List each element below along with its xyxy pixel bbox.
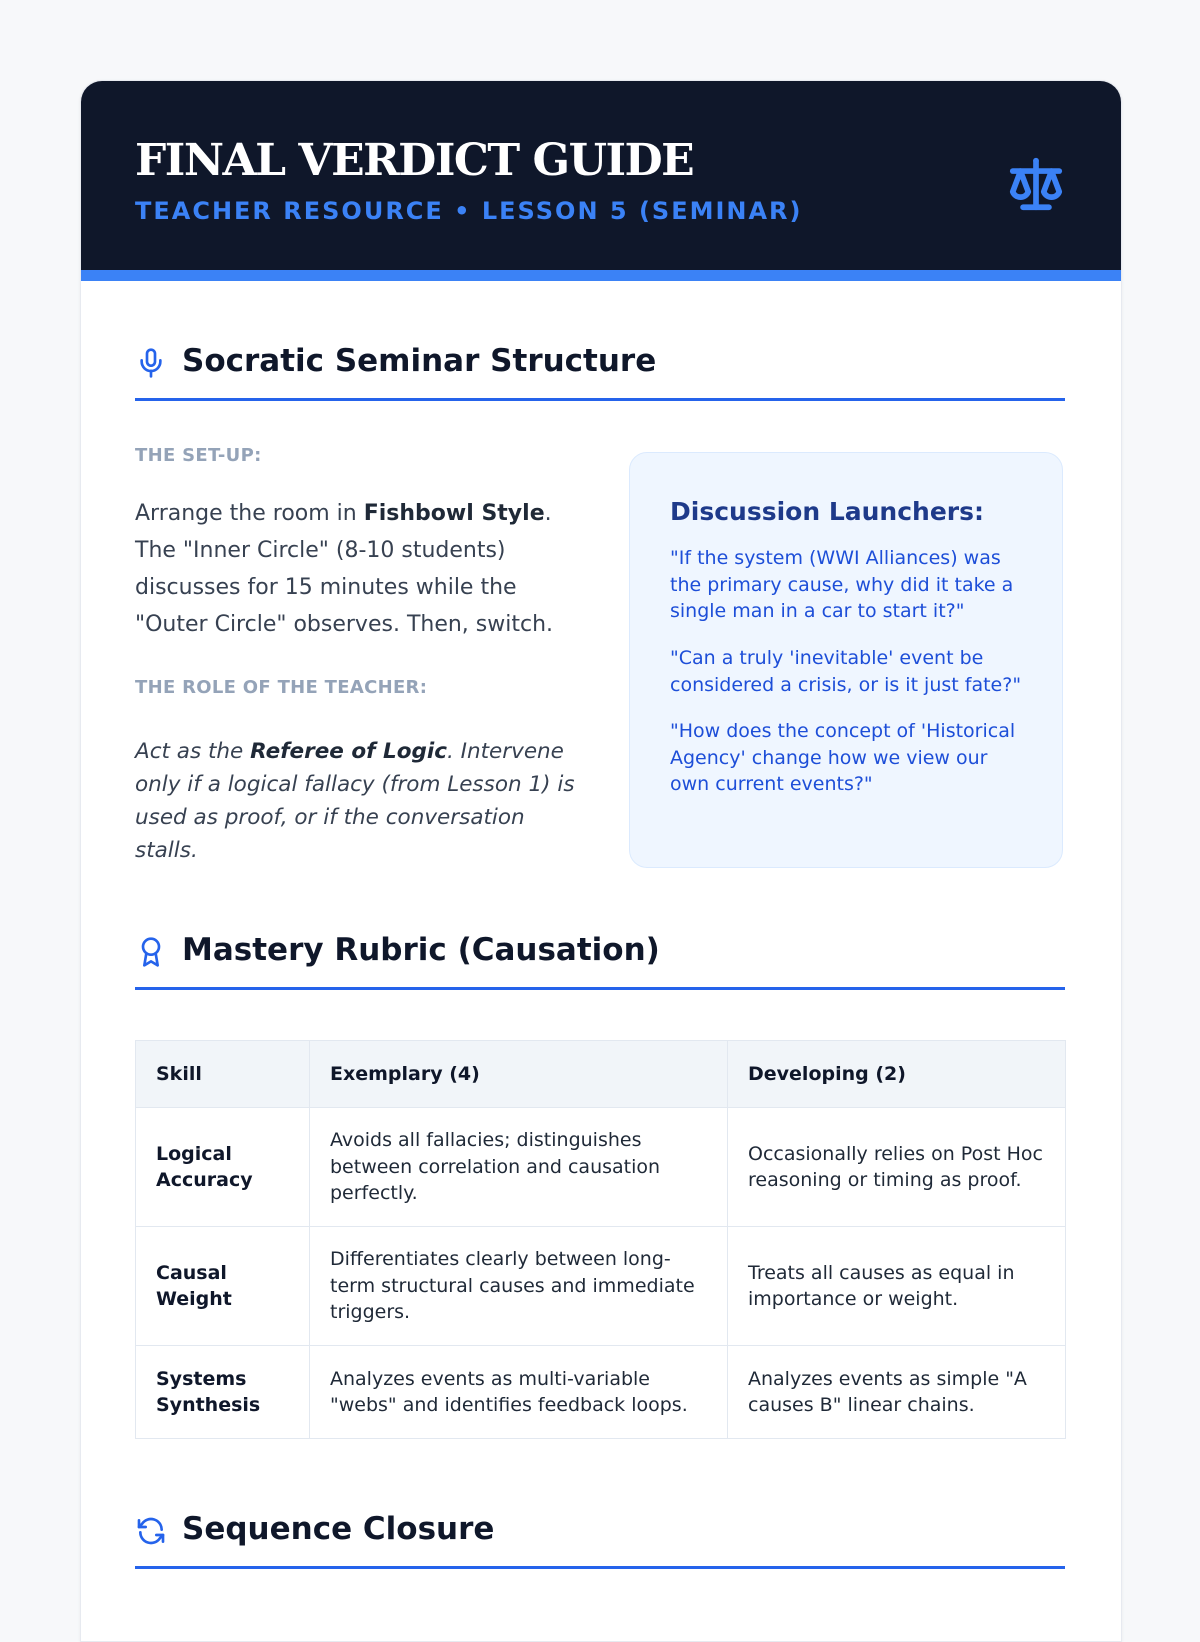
role-emphasis: Referee of Logic bbox=[250, 739, 447, 764]
balance-scale-icon bbox=[1005, 153, 1067, 215]
launcher-question: "If the system (WWI Alliances) was the primary cause, why did it take a single man in a car to start it?" bbox=[670, 547, 1014, 622]
launcher-question: "Can a truly 'inevitable' event be considered a crisis, or is it just fate?" bbox=[670, 647, 1022, 696]
setup-text-start: Arrange the room in bbox=[135, 501, 364, 526]
seminar-section-header bbox=[135, 343, 1065, 401]
award-ribbon-icon bbox=[135, 936, 167, 968]
setup-label: THE SET-UP: bbox=[135, 445, 262, 466]
page-subtitle: TEACHER RESOURCE • LESSON 5 (SEMINAR) bbox=[135, 197, 803, 225]
page-title: FINAL VERDICT GUIDE bbox=[135, 135, 694, 186]
closure-section-header bbox=[135, 1511, 1065, 1569]
rubric-section-header bbox=[135, 932, 1065, 990]
guide-card bbox=[80, 80, 1122, 1642]
exemplary-cell: Avoids all fallacies; distinguishes between correlation and causation perfectly. bbox=[310, 1108, 728, 1227]
table-row bbox=[136, 1227, 1066, 1346]
setup-paragraph bbox=[135, 495, 575, 643]
skill-cell: Logical Accuracy bbox=[136, 1108, 310, 1227]
column-header: Developing (2) bbox=[728, 1041, 1066, 1108]
skill-cell: Systems Synthesis bbox=[136, 1346, 310, 1439]
setup-text-end: . The "Inner Circle" (8-10 students) discusses for 15 minutes while the "Outer Circle" observes. Then, switch. bbox=[135, 501, 554, 637]
exemplary-cell: Differentiates clearly between long-term structural causes and immediate triggers. bbox=[310, 1227, 728, 1346]
discussion-launchers-box bbox=[629, 452, 1063, 868]
role-text-end: . Intervene only if a logical fallacy (from Lesson 1) is used as proof, or if the conversation stalls. bbox=[135, 739, 575, 863]
developing-cell: Treats all causes as equal in importance or weight. bbox=[728, 1227, 1066, 1346]
setup-emphasis: Fishbowl Style bbox=[363, 501, 545, 526]
developing-cell: Occasionally relies on Post Hoc reasoning or timing as proof. bbox=[728, 1108, 1066, 1227]
seminar-heading: Socratic Seminar Structure bbox=[182, 343, 657, 379]
role-text-start: Act as the bbox=[135, 739, 251, 764]
closure-heading: Sequence Closure bbox=[182, 1511, 495, 1547]
column-header: Skill bbox=[136, 1041, 310, 1108]
table-row bbox=[136, 1108, 1066, 1227]
exemplary-cell: Analyzes events as multi-variable "webs" and identifies feedback loops. bbox=[310, 1346, 728, 1439]
table-row bbox=[136, 1346, 1066, 1439]
teacher-role-paragraph bbox=[135, 735, 575, 867]
teacher-role-label: THE ROLE OF THE TEACHER: bbox=[135, 677, 428, 698]
developing-cell: Analyzes events as simple "A causes B" linear chains. bbox=[728, 1346, 1066, 1439]
launchers-title: Discussion Launchers: bbox=[670, 497, 985, 526]
microphone-icon bbox=[135, 347, 167, 379]
table-header-row bbox=[136, 1041, 1066, 1108]
rubric-heading: Mastery Rubric (Causation) bbox=[182, 932, 660, 968]
skill-cell: Causal Weight bbox=[136, 1227, 310, 1346]
refresh-cycle-icon bbox=[135, 1515, 167, 1547]
mastery-rubric-table bbox=[135, 1040, 1066, 1439]
launcher-question: "How does the concept of 'Historical Agency' change how we view our own current events?" bbox=[670, 720, 1016, 795]
column-header: Exemplary (4) bbox=[310, 1041, 728, 1108]
page-header bbox=[81, 81, 1121, 281]
